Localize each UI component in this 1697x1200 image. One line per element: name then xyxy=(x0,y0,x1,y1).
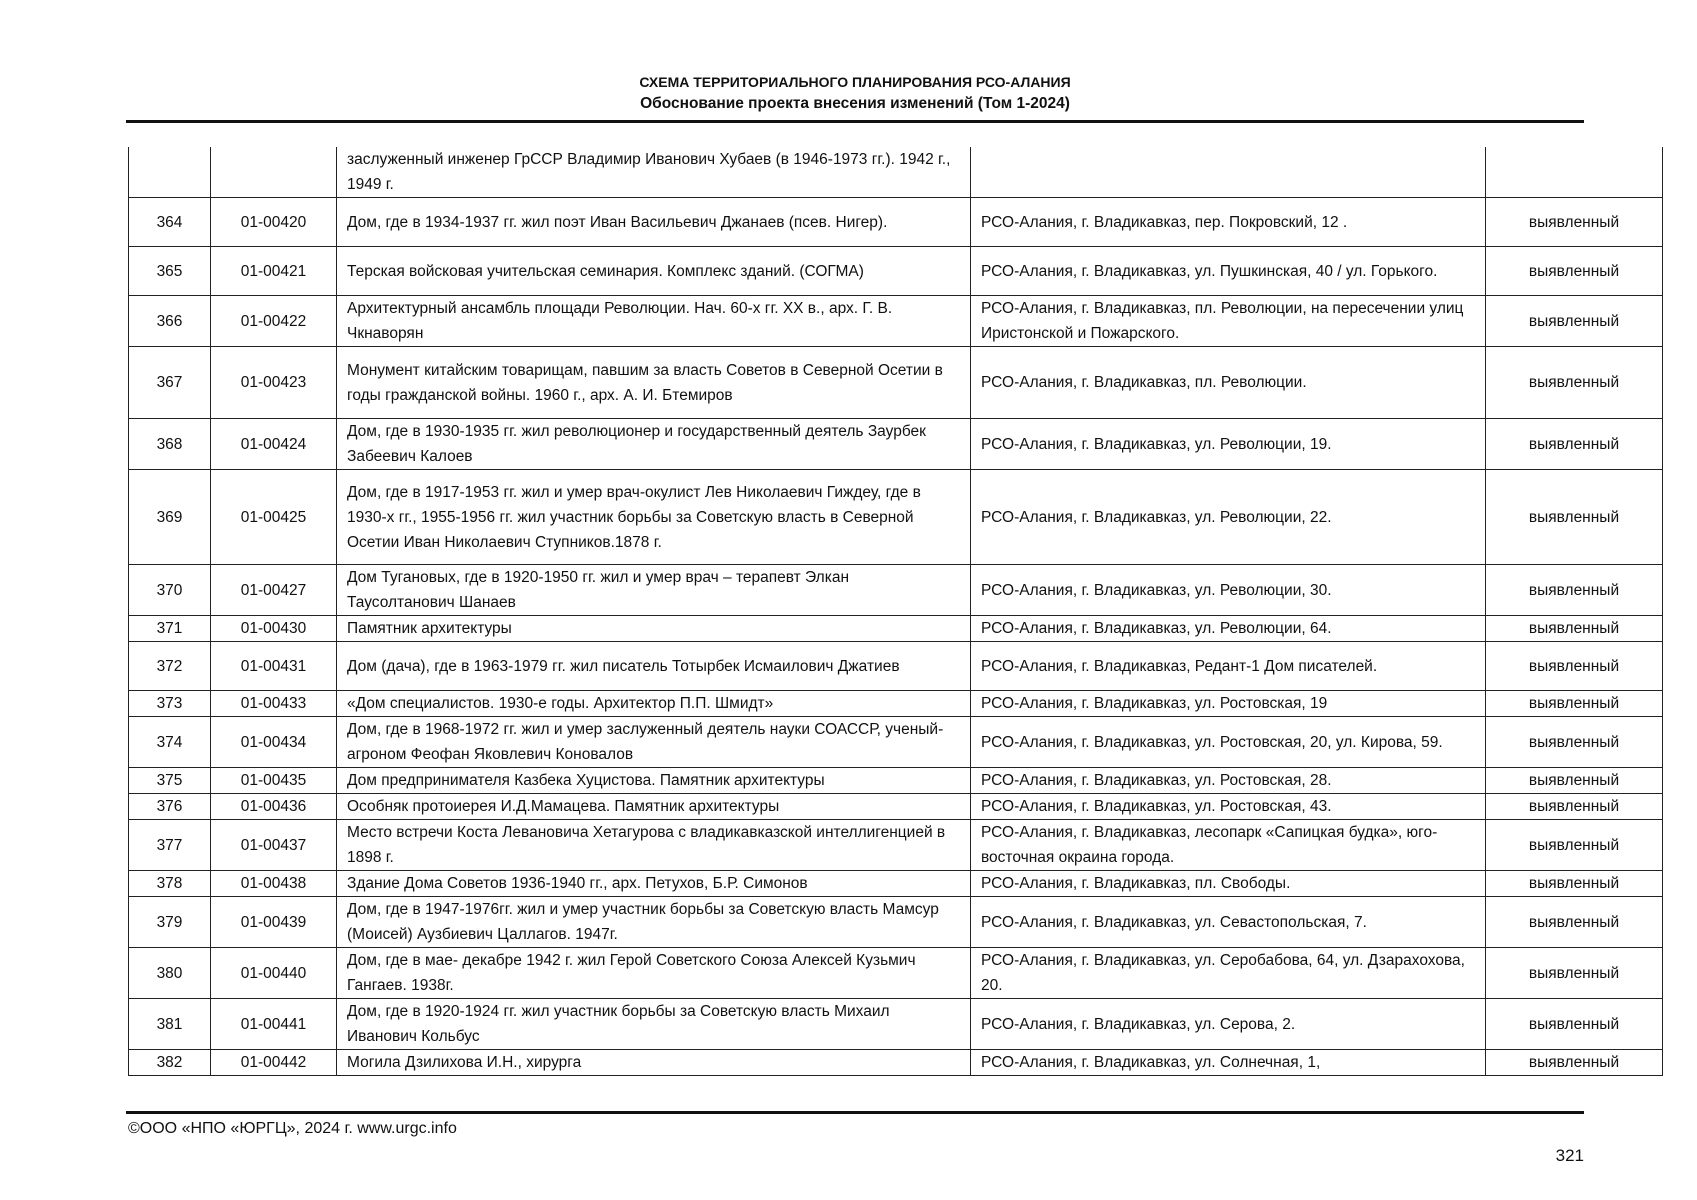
registry-code: 01-00438 xyxy=(211,871,337,897)
object-name: Памятник архитектуры xyxy=(337,616,971,642)
object-address: РСО-Алания, г. Владикавказ, пл. Революции, на пересечении улиц Иристонской и Пожарского. xyxy=(971,296,1486,347)
object-category: выявленный xyxy=(1486,1050,1663,1076)
object-name: заслуженный инженер ГрССР Владимир Иванович Хубаев (в 1946-1973 гг.). 1942 г., 1949 г. xyxy=(337,147,971,198)
row-number: 377 xyxy=(129,820,211,871)
row-number: 367 xyxy=(129,347,211,419)
footer-copyright: ©ООО «НПО «ЮРГЦ», 2024 г. www.urgc.info xyxy=(128,1120,457,1137)
object-name: Здание Дома Советов 1936-1940 гг., арх. Петухов, Б.Р. Симонов xyxy=(337,871,971,897)
object-address: РСО-Алания, г. Владикавказ, ул. Революции, 22. xyxy=(971,470,1486,565)
registry-code: 01-00431 xyxy=(211,642,337,691)
registry-code: 01-00421 xyxy=(211,247,337,296)
object-address: РСО-Алания, г. Владикавказ, ул. Ростовская, 19 xyxy=(971,691,1486,717)
row-number: 368 xyxy=(129,419,211,470)
object-category: выявленный xyxy=(1486,247,1663,296)
table-row xyxy=(129,565,1663,616)
object-name: «Дом специалистов. 1930-е годы. Архитектор П.П. Шмидт» xyxy=(337,691,971,717)
table-row xyxy=(129,794,1663,820)
object-category: выявленный xyxy=(1486,470,1663,565)
object-address: РСО-Алания, г. Владикавказ, пер. Покровский, 12 . xyxy=(971,198,1486,247)
row-number: 364 xyxy=(129,198,211,247)
table-row xyxy=(129,768,1663,794)
registry-code: 01-00442 xyxy=(211,1050,337,1076)
registry-code: 01-00436 xyxy=(211,794,337,820)
registry-code: 01-00422 xyxy=(211,296,337,347)
object-name: Дом Тугановых, где в 1920-1950 гг. жил и умер врач – терапевт Элкан Таусолтанович Шанаев xyxy=(337,565,971,616)
table-row xyxy=(129,147,1663,198)
row-number: 371 xyxy=(129,616,211,642)
object-name: Дом предпринимателя Казбека Хуцистова. Памятник архитектуры xyxy=(337,768,971,794)
table-row xyxy=(129,642,1663,691)
object-name: Дом, где в мае- декабре 1942 г. жил Герой Советского Союза Алексей Кузьмич Гангаев. 1938г. xyxy=(337,948,971,999)
object-category: выявленный xyxy=(1486,948,1663,999)
table-row xyxy=(129,717,1663,768)
object-address: РСО-Алания, г. Владикавказ, ул. Пушкинская, 40 / ул. Горького. xyxy=(971,247,1486,296)
registry-code: 01-00420 xyxy=(211,198,337,247)
page-header xyxy=(126,72,1584,114)
registry-code: 01-00430 xyxy=(211,616,337,642)
row-number: 376 xyxy=(129,794,211,820)
object-name: Дом, где в 1947-1976гг. жил и умер участник борьбы за Советскую власть Мамсур (Моисей) Аузбиевич Цаллагов. 1947г. xyxy=(337,897,971,948)
table-row xyxy=(129,820,1663,871)
object-address: РСО-Алания, г. Владикавказ, ул. Революции, 64. xyxy=(971,616,1486,642)
table-row xyxy=(129,999,1663,1050)
object-address: РСО-Алания, г. Владикавказ, пл. Свободы. xyxy=(971,871,1486,897)
row-number: 373 xyxy=(129,691,211,717)
registry-code: 01-00435 xyxy=(211,768,337,794)
registry-code: 01-00427 xyxy=(211,565,337,616)
object-address xyxy=(971,147,1486,198)
table-row xyxy=(129,419,1663,470)
row-number: 380 xyxy=(129,948,211,999)
table-row xyxy=(129,470,1663,565)
row-number: 369 xyxy=(129,470,211,565)
table-row xyxy=(129,897,1663,948)
row-number: 370 xyxy=(129,565,211,616)
object-address: РСО-Алания, г. Владикавказ, ул. Революции, 19. xyxy=(971,419,1486,470)
row-number: 381 xyxy=(129,999,211,1050)
row-number: 366 xyxy=(129,296,211,347)
object-address: РСО-Алания, г. Владикавказ, лесопарк «Сапицкая будка», юго-восточная окраина города. xyxy=(971,820,1486,871)
registry-code: 01-00424 xyxy=(211,419,337,470)
table-row xyxy=(129,1050,1663,1076)
object-name: Монумент китайским товарищам, павшим за власть Советов в Северной Осетии в годы гражданской войны. 1960 г., арх. А. И. Бтемиров xyxy=(337,347,971,419)
object-name: Дом, где в 1934-1937 гг. жил поэт Иван Васильевич Джанаев (псев. Нигер). xyxy=(337,198,971,247)
object-category: выявленный xyxy=(1486,616,1663,642)
object-address: РСО-Алания, г. Владикавказ, ул. Солнечная, 1, xyxy=(971,1050,1486,1076)
object-name: Дом, где в 1920-1924 гг. жил участник борьбы за Советскую власть Михаил Иванович Кольбус xyxy=(337,999,971,1050)
monuments-table xyxy=(128,147,1663,1076)
registry-code: 01-00423 xyxy=(211,347,337,419)
object-address: РСО-Алания, г. Владикавказ, ул. Ростовская, 28. xyxy=(971,768,1486,794)
object-address: РСО-Алания, г. Владикавказ, ул. Ростовская, 20, ул. Кирова, 59. xyxy=(971,717,1486,768)
registry-code: 01-00425 xyxy=(211,470,337,565)
row-number: 372 xyxy=(129,642,211,691)
object-category: выявленный xyxy=(1486,642,1663,691)
document-subtitle: Обоснование проекта внесения изменений (Том 1-2024) xyxy=(640,95,1070,112)
table-row xyxy=(129,616,1663,642)
table-row xyxy=(129,247,1663,296)
object-name: Дом (дача), где в 1963-1979 гг. жил писатель Тотырбек Исмаилович Джатиев xyxy=(337,642,971,691)
object-name: Терская войсковая учительская семинария. Комплекс зданий. (СОГМА) xyxy=(337,247,971,296)
object-address: РСО-Алания, г. Владикавказ, пл. Революции. xyxy=(971,347,1486,419)
object-name: Дом, где в 1968-1972 гг. жил и умер заслуженный деятель науки СОАССР, ученый-агроном Феофан Яковлевич Коновалов xyxy=(337,717,971,768)
object-category: выявленный xyxy=(1486,717,1663,768)
object-address: РСО-Алания, г. Владикавказ, ул. Ростовская, 43. xyxy=(971,794,1486,820)
object-name: Дом, где в 1917-1953 гг. жил и умер врач-окулист Лев Николаевич Гиждеу, где в 1930-х гг., 1955-1956 гг. жил участник борьбы за Советскую власть в Северной Осетии Иван Николаевич Ступников.1878 г. xyxy=(337,470,971,565)
table-row xyxy=(129,347,1663,419)
table-row xyxy=(129,691,1663,717)
table-body xyxy=(129,147,1663,1076)
object-name: Особняк протоиерея И.Д.Мамацева. Памятник архитектуры xyxy=(337,794,971,820)
object-address: РСО-Алания, г. Владикавказ, ул. Серова, 2. xyxy=(971,999,1486,1050)
object-category: выявленный xyxy=(1486,820,1663,871)
object-category: выявленный xyxy=(1486,347,1663,419)
object-category: выявленный xyxy=(1486,794,1663,820)
header-divider xyxy=(126,120,1584,123)
object-name: Дом, где в 1930-1935 гг. жил революционер и государственный деятель Заурбек Забеевич Калоев xyxy=(337,419,971,470)
row-number: 374 xyxy=(129,717,211,768)
object-category xyxy=(1486,147,1663,198)
footer-divider xyxy=(126,1111,1584,1114)
object-category: выявленный xyxy=(1486,419,1663,470)
row-number xyxy=(129,147,211,198)
object-address: РСО-Алания, г. Владикавказ, ул. Севастопольская, 7. xyxy=(971,897,1486,948)
document-title: СХЕМА ТЕРРИТОРИАЛЬНОГО ПЛАНИРОВАНИЯ РСО-АЛАНИЯ xyxy=(639,74,1071,90)
object-address: РСО-Алания, г. Владикавказ, Редант-1 Дом писателей. xyxy=(971,642,1486,691)
table-row xyxy=(129,296,1663,347)
object-category: выявленный xyxy=(1486,871,1663,897)
object-category: выявленный xyxy=(1486,296,1663,347)
table-row xyxy=(129,948,1663,999)
row-number: 378 xyxy=(129,871,211,897)
object-category: выявленный xyxy=(1486,999,1663,1050)
object-category: выявленный xyxy=(1486,691,1663,717)
table-row xyxy=(129,198,1663,247)
registry-code: 01-00439 xyxy=(211,897,337,948)
object-name: Архитектурный ансамбль площади Революции. Нач. 60-х гг. XX в., арх. Г. В. Чкнаворян xyxy=(337,296,971,347)
row-number: 365 xyxy=(129,247,211,296)
row-number: 382 xyxy=(129,1050,211,1076)
table-row xyxy=(129,871,1663,897)
page-number: 321 xyxy=(1555,1146,1584,1165)
registry-code: 01-00434 xyxy=(211,717,337,768)
registry-code: 01-00441 xyxy=(211,999,337,1050)
object-category: выявленный xyxy=(1486,768,1663,794)
object-address: РСО-Алания, г. Владикавказ, ул. Революции, 30. xyxy=(971,565,1486,616)
row-number: 375 xyxy=(129,768,211,794)
object-category: выявленный xyxy=(1486,565,1663,616)
object-category: выявленный xyxy=(1486,897,1663,948)
registry-code: 01-00437 xyxy=(211,820,337,871)
registry-code: 01-00440 xyxy=(211,948,337,999)
object-name: Место встречи Коста Левановича Хетагурова с владикавказской интеллигенцией в 1898 г. xyxy=(337,820,971,871)
row-number: 379 xyxy=(129,897,211,948)
object-address: РСО-Алания, г. Владикавказ, ул. Серобабова, 64, ул. Дзарахохова, 20. xyxy=(971,948,1486,999)
object-name: Могила Дзилихова И.Н., хирурга xyxy=(337,1050,971,1076)
registry-code xyxy=(211,147,337,198)
registry-code: 01-00433 xyxy=(211,691,337,717)
object-category: выявленный xyxy=(1486,198,1663,247)
